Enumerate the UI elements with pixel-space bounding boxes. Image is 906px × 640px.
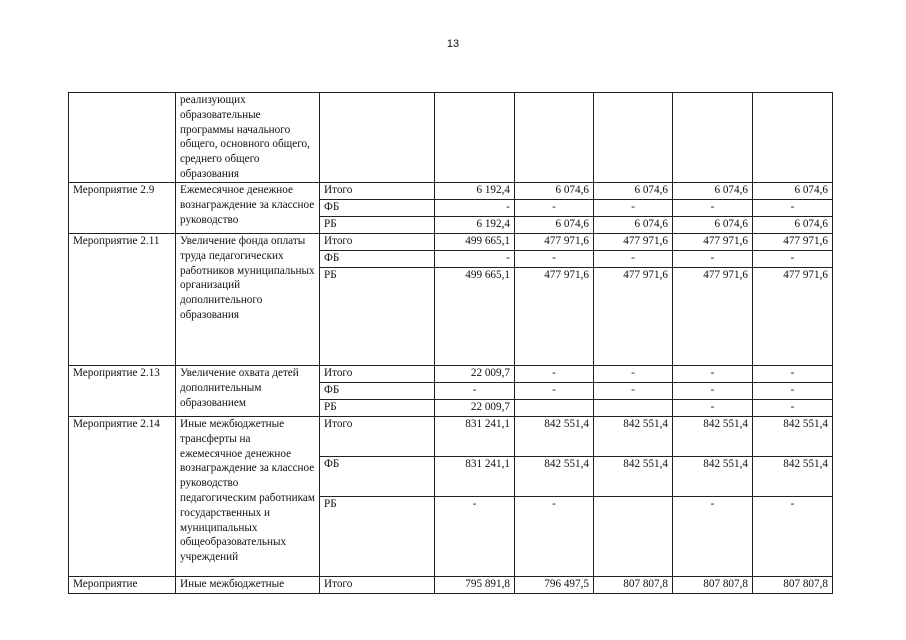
budget-table [68, 92, 833, 594]
value-cell: 807 807,8 [673, 577, 753, 594]
value-cell: 796 497,5 [515, 577, 594, 594]
value-cell: 22 009,7 [435, 366, 515, 383]
value-cell: - [435, 251, 515, 268]
activity-cell: Мероприятие 2.14 [69, 417, 176, 577]
value-cell: 477 971,6 [753, 268, 833, 366]
description-cell: реализующих образовательные программы начального общего, основного общего, среднего общего образования [176, 93, 320, 183]
value-cell [594, 400, 673, 417]
value-cell: - [515, 383, 594, 400]
value-cell: 6 074,6 [673, 183, 753, 200]
table-row [69, 93, 833, 183]
value-cell: - [435, 383, 515, 400]
source-cell: Итого [320, 366, 435, 383]
value-cell: 831 241,1 [435, 417, 515, 457]
value-cell: 842 551,4 [753, 457, 833, 497]
value-cell: - [753, 366, 833, 383]
value-cell: 842 551,4 [594, 457, 673, 497]
value-cell: 477 971,6 [673, 234, 753, 251]
value-cell: - [673, 366, 753, 383]
value-cell: - [753, 400, 833, 417]
value-cell: - [673, 200, 753, 217]
value-cell: - [673, 251, 753, 268]
source-cell: РБ [320, 217, 435, 234]
value-cell: 6 074,6 [753, 217, 833, 234]
source-cell: ФБ [320, 200, 435, 217]
activity-cell [69, 93, 176, 183]
value-cell: - [673, 400, 753, 417]
value-cell: - [594, 200, 673, 217]
source-cell: ФБ [320, 383, 435, 400]
value-cell: 22 009,7 [435, 400, 515, 417]
value-cell: 499 665,1 [435, 268, 515, 366]
value-cell: - [753, 383, 833, 400]
description-cell: Увеличение охвата детей дополнительным образованием [176, 366, 320, 417]
value-cell: - [515, 366, 594, 383]
value-cell: - [515, 251, 594, 268]
value-cell: 6 074,6 [515, 183, 594, 200]
table-row [69, 577, 833, 594]
activity-cell: Мероприятие 2.13 [69, 366, 176, 417]
source-cell [320, 93, 435, 183]
activity-cell: Мероприятие 2.9 [69, 183, 176, 234]
value-cell [594, 497, 673, 577]
value-cell: - [594, 383, 673, 400]
value-cell: 807 807,8 [753, 577, 833, 594]
source-cell: Итого [320, 417, 435, 457]
value-cell: 842 551,4 [753, 417, 833, 457]
table-row [69, 183, 833, 200]
source-cell: Итого [320, 234, 435, 251]
value-cell: 6 192,4 [435, 183, 515, 200]
value-cell: 477 971,6 [515, 234, 594, 251]
table-row [69, 417, 833, 457]
value-cell [673, 93, 753, 183]
value-cell: 6 074,6 [515, 217, 594, 234]
source-cell: ФБ [320, 251, 435, 268]
value-cell [515, 400, 594, 417]
source-cell: Итого [320, 183, 435, 200]
value-cell: 6 192,4 [435, 217, 515, 234]
value-cell: 477 971,6 [594, 234, 673, 251]
value-cell: 807 807,8 [594, 577, 673, 594]
value-cell: - [594, 251, 673, 268]
value-cell: 842 551,4 [594, 417, 673, 457]
value-cell [435, 93, 515, 183]
value-cell: 6 074,6 [753, 183, 833, 200]
value-cell: 795 891,8 [435, 577, 515, 594]
activity-cell: Мероприятие 2.11 [69, 234, 176, 366]
value-cell: 842 551,4 [673, 457, 753, 497]
value-cell [515, 93, 594, 183]
value-cell: 477 971,6 [515, 268, 594, 366]
page-number: 13 [446, 38, 460, 50]
value-cell: 6 074,6 [594, 217, 673, 234]
value-cell: 831 241,1 [435, 457, 515, 497]
value-cell: 499 665,1 [435, 234, 515, 251]
value-cell: - [753, 497, 833, 577]
value-cell: 6 074,6 [594, 183, 673, 200]
value-cell: 477 971,6 [594, 268, 673, 366]
description-cell: Иные межбюджетные [176, 577, 320, 594]
table-row [69, 366, 833, 383]
value-cell: - [753, 200, 833, 217]
value-cell: 477 971,6 [753, 234, 833, 251]
value-cell: - [594, 366, 673, 383]
value-cell: - [435, 200, 515, 217]
value-cell [753, 93, 833, 183]
description-cell: Иные межбюджетные трансферты на ежемесячное денежное вознаграждение за классное руководство педагогическим работникам государственных и муниципальных общеобразовательных учреждений [176, 417, 320, 577]
source-cell: Итого [320, 577, 435, 594]
value-cell: 842 551,4 [515, 417, 594, 457]
value-cell: - [673, 497, 753, 577]
value-cell: - [673, 383, 753, 400]
activity-cell: Мероприятие [69, 577, 176, 594]
description-cell: Увеличение фонда оплаты труда педагогических работников муниципальных организаций дополнительного образования [176, 234, 320, 366]
value-cell: 842 551,4 [515, 457, 594, 497]
source-cell: РБ [320, 268, 435, 366]
value-cell: - [515, 497, 594, 577]
description-cell: Ежемесячное денежное вознаграждение за классное руководство [176, 183, 320, 234]
source-cell: РБ [320, 497, 435, 577]
value-cell: 842 551,4 [673, 417, 753, 457]
value-cell: 6 074,6 [673, 217, 753, 234]
value-cell [594, 93, 673, 183]
source-cell: ФБ [320, 457, 435, 497]
value-cell: - [435, 497, 515, 577]
value-cell: - [753, 251, 833, 268]
value-cell: 477 971,6 [673, 268, 753, 366]
value-cell: - [515, 200, 594, 217]
source-cell: РБ [320, 400, 435, 417]
table-row [69, 234, 833, 251]
